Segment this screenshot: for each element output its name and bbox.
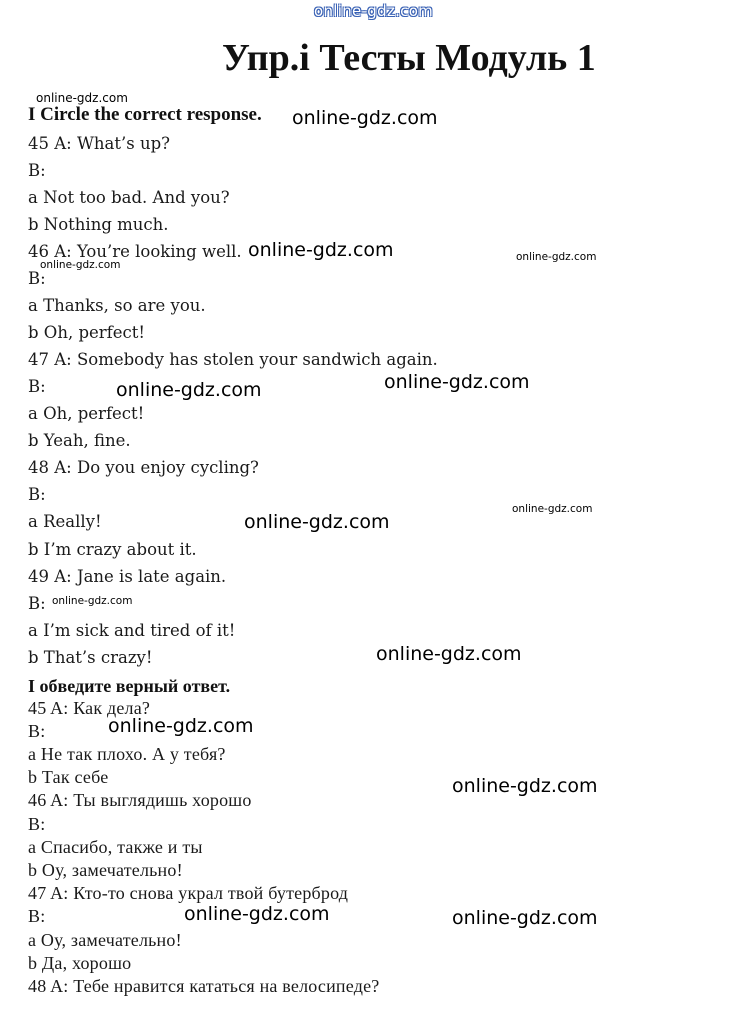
- english-line: 48 A: Do you enjoy cycling?: [28, 458, 259, 477]
- watermark: online-gdz.com: [40, 259, 121, 271]
- russian-line: 47 A: Кто-то снова украл твой бутерброд: [28, 883, 349, 903]
- watermark: online-gdz.com: [116, 379, 262, 401]
- english-line: b Oh, perfect!: [28, 323, 146, 342]
- english-line: a Thanks, so are you.: [28, 296, 206, 315]
- russian-line: 46 A: Ты выглядишь хорошо: [28, 790, 252, 810]
- watermark: online-gdz.com: [244, 511, 390, 533]
- watermark: online-gdz.com: [248, 239, 394, 261]
- russian-line: a Оу, замечательно!: [28, 930, 182, 950]
- english-line: B:: [28, 377, 46, 396]
- watermark: online-gdz.com: [376, 643, 522, 665]
- russian-line: b Так себе: [28, 767, 109, 787]
- english-line: b Nothing much.: [28, 215, 169, 234]
- watermark: online-gdz.com: [184, 903, 330, 925]
- english-line: 46 A: You’re looking well.: [28, 242, 242, 261]
- russian-line: B:: [28, 906, 46, 926]
- english-line: B:: [28, 161, 46, 180]
- english-line: b I’m crazy about it.: [28, 540, 197, 559]
- russian-line: B:: [28, 814, 46, 834]
- english-line: 45 A: What’s up?: [28, 134, 171, 153]
- english-line: 49 A: Jane is late again.: [28, 567, 227, 586]
- english-line: a I’m sick and tired of it!: [28, 621, 236, 640]
- watermark: online-gdz.com: [452, 907, 598, 929]
- russian-line: a Не так плохо. А у тебя?: [28, 744, 226, 764]
- english-heading: I Circle the correct response.: [28, 104, 262, 125]
- english-line: B:: [28, 594, 46, 613]
- watermark: online-gdz.com: [512, 503, 593, 515]
- watermark: online-gdz.com: [52, 595, 133, 607]
- russian-line: B:: [28, 721, 46, 741]
- russian-line: b Оу, замечательно!: [28, 860, 183, 880]
- watermark: online-gdz.com: [384, 371, 530, 393]
- english-line: b That’s crazy!: [28, 648, 153, 667]
- english-line: B:: [28, 269, 46, 288]
- russian-line: 48 A: Тебе нравится кататься на велосипеде?: [28, 976, 380, 996]
- english-line: B:: [28, 485, 46, 504]
- watermark: online-gdz.com: [516, 251, 597, 263]
- page-title: Упр.i Тесты Модуль 1: [222, 37, 596, 79]
- watermark-top: online-gdz.com: [314, 2, 434, 20]
- russian-line: a Спасибо, также и ты: [28, 837, 203, 857]
- watermark: online-gdz.com: [452, 775, 598, 797]
- english-line: a Oh, perfect!: [28, 404, 145, 423]
- russian-heading: I обведите верный ответ.: [28, 676, 231, 696]
- english-line: a Not too bad. And you?: [28, 188, 230, 207]
- watermark: online-gdz.com: [292, 107, 438, 129]
- english-line: b Yeah, fine.: [28, 431, 131, 450]
- watermark: online-gdz.com: [108, 715, 254, 737]
- english-line: 47 A: Somebody has stolen your sandwich again.: [28, 350, 438, 369]
- russian-line: 45 A: Как дела?: [28, 698, 151, 718]
- russian-line: b Да, хорошо: [28, 953, 132, 973]
- english-line: a Really!: [28, 512, 102, 531]
- watermark: online-gdz.com: [36, 91, 128, 105]
